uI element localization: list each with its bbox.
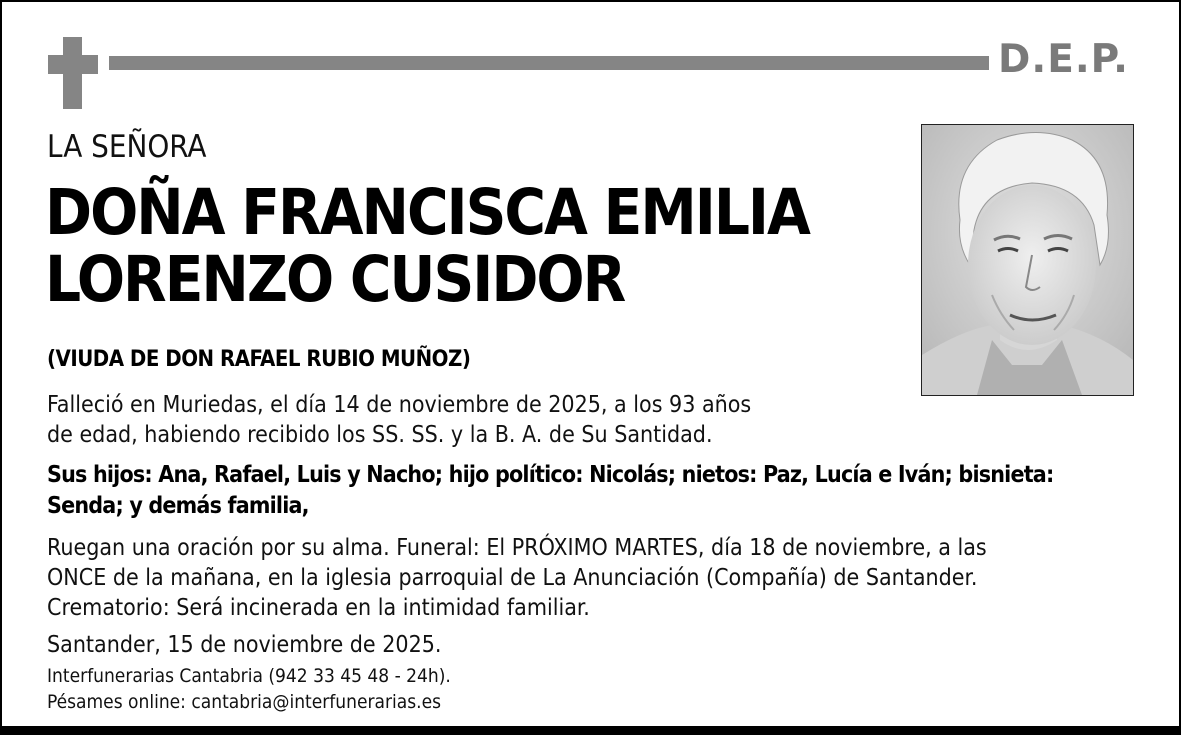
- place-date: [47, 630, 1157, 660]
- family-line1: Sus hijos: Ana, Rafael, Luis y Nacho; hijo político: Nicolás; nietos: Paz, Lucía e Iván; bisnieta:: [47, 462, 1054, 488]
- funeral-details: [47, 533, 1157, 623]
- family-line2: Senda; y demás familia,: [47, 493, 309, 519]
- funeral-line2: ONCE de la mañana, en la iglesia parroquial de La Anunciación (Compañía) de Santander.: [47, 565, 978, 591]
- funeral-home: Interfunerarias Cantabria (942 33 45 48 - 24h).: [47, 665, 451, 687]
- honorific: LA SEÑORA: [47, 129, 207, 165]
- death-notice-line1: Falleció en Muriedas, el día 14 de noviembre de 2025, a los 93 años: [47, 392, 752, 418]
- funeral-line3: Crematorio: Será incinerada en la intimidad familiar.: [47, 595, 590, 621]
- dep-label: D.E.P.: [998, 37, 1129, 82]
- portrait-image: [922, 125, 1133, 395]
- death-notice: [47, 390, 1157, 450]
- deceased-name-line2: LORENZO CUSIDOR: [45, 243, 625, 316]
- cross-icon-bar: [48, 55, 98, 74]
- portrait-photo: [921, 124, 1134, 396]
- deceased-name-line1: DOÑA FRANCISCA EMILIA: [45, 176, 809, 249]
- family-list: [47, 460, 1157, 522]
- funeral-line1: Ruegan una oración por su alma. Funeral: El PRÓXIMO MARTES, día 18 de noviembre, a las: [47, 535, 987, 561]
- death-notice-line2: de edad, habiendo recibido los SS. SS. y la B. A. de Su Santidad.: [47, 422, 713, 448]
- deceased-name: [45, 176, 905, 316]
- widow-note: (VIUDA DE DON RAFAEL RUBIO MUÑOZ): [47, 347, 471, 372]
- place-date-text: Santander, 15 de noviembre de 2025.: [47, 632, 442, 658]
- condolences-email[interactable]: Pésames online: cantabria@interfunerarias.es: [47, 691, 441, 713]
- header-rule: [109, 56, 989, 70]
